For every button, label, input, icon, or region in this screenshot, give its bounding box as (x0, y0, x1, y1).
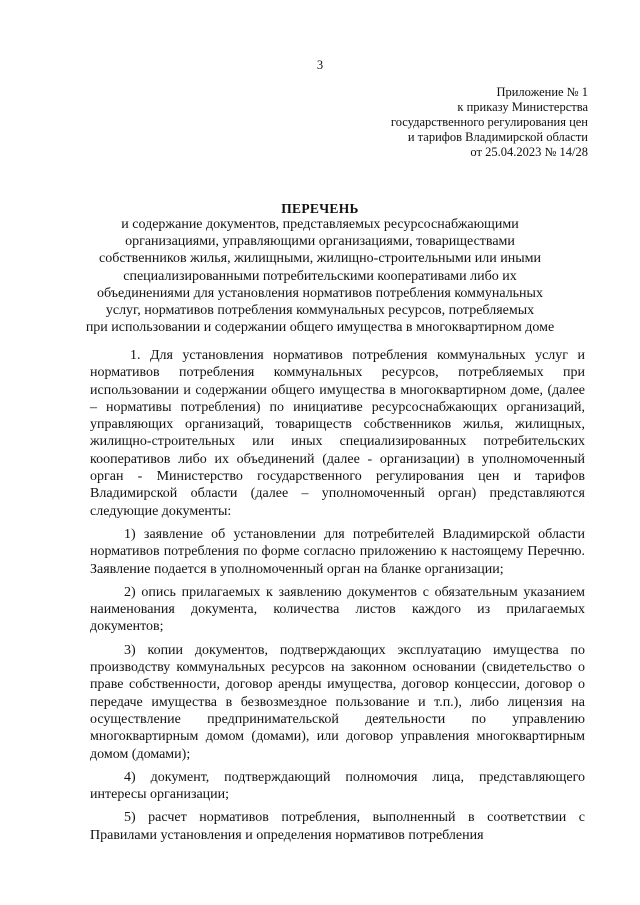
list-item-2: 2) опись прилагаемых к заявлению документов с обязательным указанием наименования документа, количества листов каждого из прилагаемых документов; (90, 584, 585, 635)
document-body (90, 347, 585, 850)
appendix-line: и тарифов Владимирской области (407, 130, 588, 144)
paragraph-1: 1. Для установления нормативов потребления коммунальных услуг и нормативов потребления коммунальных ресурсов, потребляемых при использовании и содержании общего имущества в многоквартирном доме, (далее – нормативы потребления) по инициативе ресурсоснабжающих организаций, управляющих организаций, товариществ собственников жилья, жилищных, жилищно-строительных или иных специализированных потребительских кооперативов либо их объединений (далее - организации) в уполномоченный орган - Министерство государственного регулирования цен и тарифов Владимирской области (далее – уполномоченный орган) представляются следующие документы: (90, 348, 585, 519)
subtitle-line: собственников жилья, жилищными, жилищно-строительными или иными (99, 251, 541, 267)
document-title: ПЕРЕЧЕНЬ (281, 201, 359, 216)
subtitle-line: при использовании и содержании общего имущества в многоквартирном доме (85, 320, 555, 336)
appendix-line: от 25.04.2023 № 14/28 (470, 145, 588, 159)
appendix-reference (328, 85, 588, 160)
appendix-line: Приложение № 1 (496, 85, 588, 99)
page-number: 3 (316, 58, 324, 72)
list-item-5: 5) расчет нормативов потребления, выполненный в соответствии с Правилами установления и определения нормативов потребления (90, 810, 585, 843)
list-item-1: 1) заявление об установлении для потребителей Владимирской области нормативов потребления по форме согласно приложению к настоящему Перечню. Заявление подается в уполномоченный орган на бланке организации; (90, 526, 585, 577)
subtitle-line: и содержание документов, представляемых ресурсоснабжающими (121, 217, 519, 232)
appendix-line: государственного регулирования цен (390, 115, 588, 129)
subtitle-line: организациями, управляющими организациями, товариществами (125, 234, 515, 250)
document-subtitle (0, 216, 640, 336)
subtitle-line: услуг, нормативов потребления коммунальных ресурсов, потребляемых (105, 303, 535, 319)
subtitle-line: объединениями для установления нормативов потребления коммунальных (97, 285, 543, 301)
appendix-line: к приказу Министерства (457, 100, 588, 114)
subtitle-line: специализированными потребительскими кооперативами либо их (123, 268, 517, 284)
list-item-4: 4) документ, подтверждающий полномочия лица, представляющего интересы организации; (90, 769, 585, 803)
list-item-3: 3) копии документов, подтверждающих эксплуатацию имущества по производству коммунальных ресурсов на законном основании (свидетельство о праве собственности, договор аренды имущества, договор концессии, договор о передаче имущества в безвозмездное пользование и т.п.), либо лицензия на осуществление предпринимательской деятельности по управлению многоквартирным домом (домами), или договор управления многоквартирным домом (домами); (90, 642, 585, 762)
